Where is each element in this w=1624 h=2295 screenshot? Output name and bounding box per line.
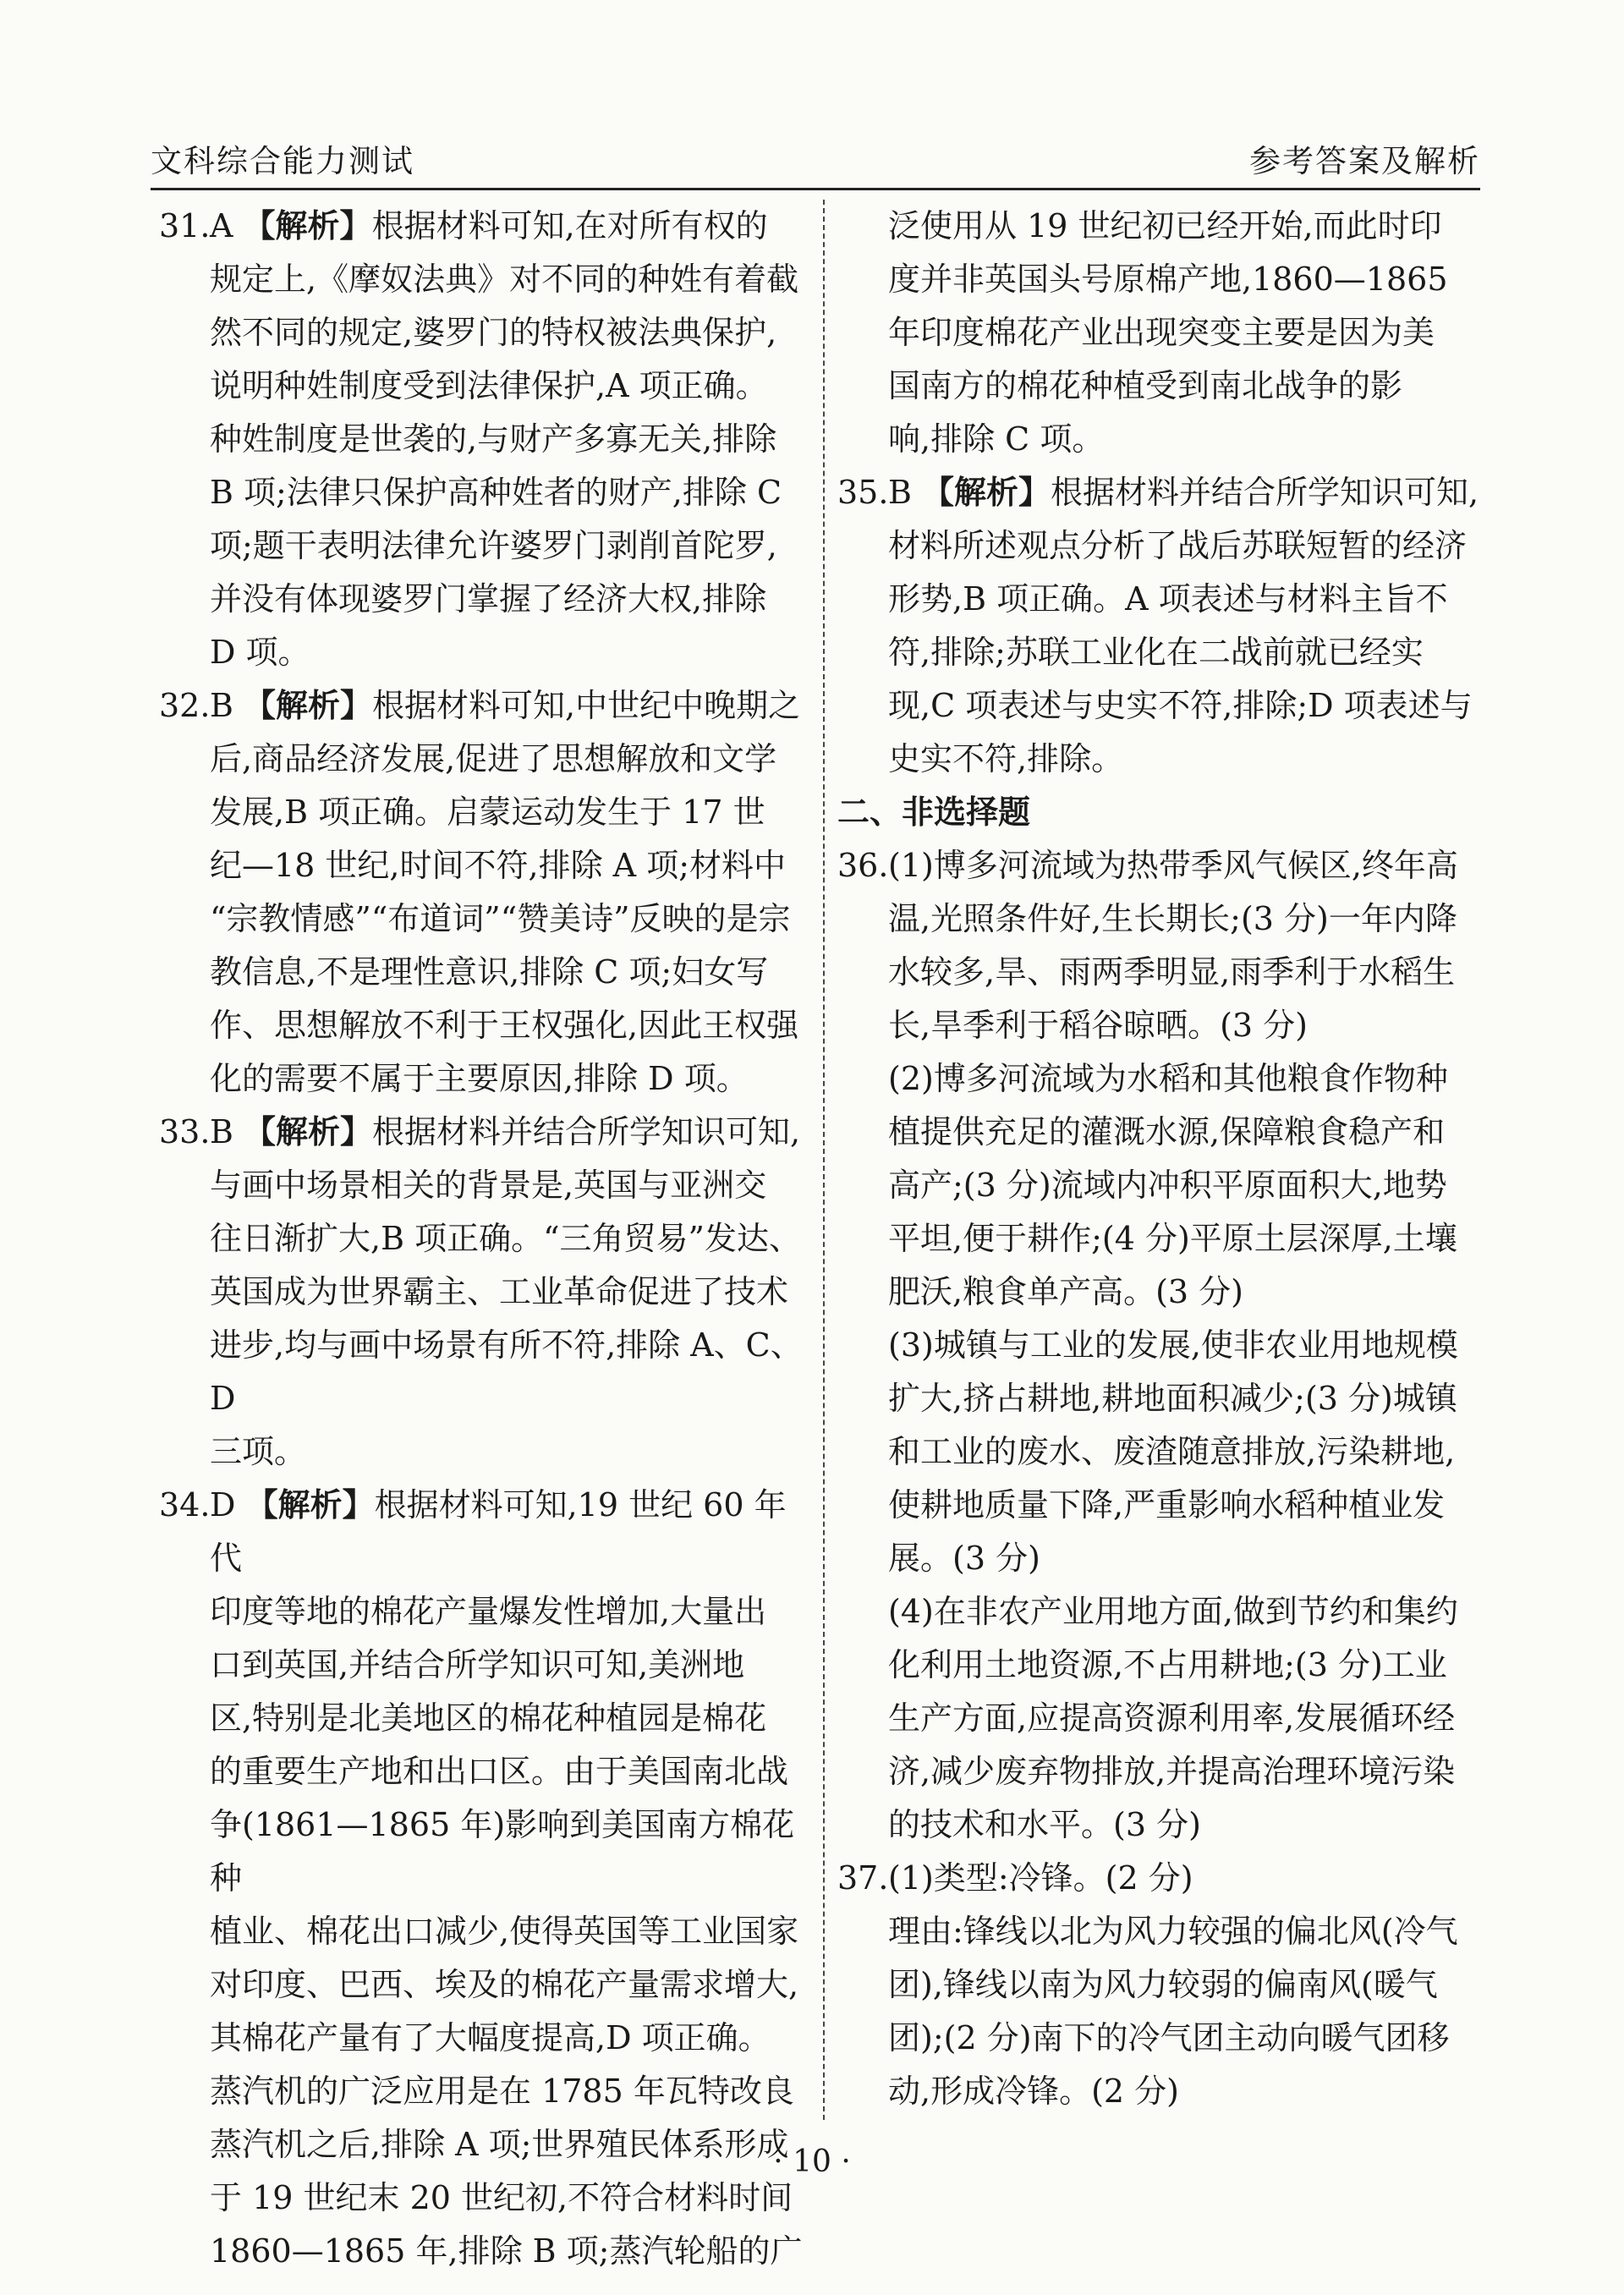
text-line: 扩大,挤占耕地,耕地面积减少;(3 分)城镇: [888, 1380, 1457, 1417]
analysis-tag: 【解析】: [244, 1113, 373, 1150]
text-line: 化利用土地资源,不占用耕地;(3 分)工业: [888, 1646, 1447, 1683]
item-number: 36.: [837, 847, 889, 884]
answer-choice: B: [210, 1113, 233, 1150]
text-line: 响,排除 C 项。: [888, 420, 1105, 458]
text-line: 蒸汽机的广泛应用是在 1785 年瓦特改良: [210, 2073, 794, 2110]
text-line: 根据材料并结合所学知识可知,: [1051, 474, 1479, 511]
text-line: 动,形成冷锋。(2 分): [888, 2073, 1179, 2110]
text-line: (2)博多河流域为水稻和其他粮食作物种: [888, 1060, 1448, 1097]
text-line: 教信息,不是理性意识,排除 C 项;妇女写: [210, 953, 769, 991]
text-line: 印度等地的棉花产量爆发性增加,大量出: [210, 1593, 767, 1630]
text-line: 展。(3 分): [888, 1540, 1040, 1577]
text-line: 根据材料并结合所学知识可知,: [372, 1113, 801, 1150]
text-line: 进步,均与画中场景有所不符,排除 A、C、D: [210, 1326, 803, 1417]
text-line: 作、思想解放不利于王权强化,因此王权强: [210, 1007, 799, 1044]
text-line: 根据材料可知,19 世纪 60 年代: [210, 1486, 787, 1577]
item-first-line: [888, 466, 1489, 519]
item-number: 32.: [159, 687, 211, 724]
text-line: 和工业的废水、废渣随意排放,污染耕地,: [888, 1433, 1456, 1470]
text-line: 使耕地质量下降,严重影响水稻种植业发: [888, 1486, 1446, 1524]
item-first-line: [210, 679, 810, 733]
analysis-tag: 【解析】: [245, 1486, 375, 1524]
text-line: 国南方的棉花种植受到南北战争的影: [888, 367, 1403, 404]
text-line: 根据材料可知,在对所有权的: [371, 207, 768, 244]
analysis-tag: 【解析】: [922, 474, 1051, 511]
text-line: B 项;法律只保护高种姓者的财产,排除 C: [210, 474, 782, 511]
text-line: 发展,B 项正确。启蒙运动发生于 17 世: [210, 793, 765, 831]
answer-item-33: [159, 1106, 810, 1479]
text-line: 根据材料可知,中世纪中晚期之: [372, 687, 801, 724]
text-line: 生产方面,应提高资源利用率,发展循环经: [888, 1699, 1456, 1737]
section-title: 二、非选择题: [837, 793, 1031, 831]
answer-item-37: [837, 1852, 1489, 2118]
section-heading: [837, 786, 1489, 839]
page-header: [151, 144, 1480, 190]
text-line: 理由:锋线以北为风力较强的偏北风(冷气: [888, 1913, 1458, 1950]
text-line: (3)城镇与工业的发展,使非农业用地规模: [888, 1326, 1458, 1364]
text-line: 项;题干表明法律允许婆罗门剥削首陀罗,: [210, 527, 777, 564]
text-line: 纪—18 世纪,时间不符,排除 A 项;材料中: [210, 847, 786, 884]
item-first-line: [210, 1106, 810, 1159]
text-line: 肥沃,粮食单产高。(3 分): [888, 1273, 1243, 1310]
text-line: 年印度棉花产业出现突变主要是因为美: [888, 314, 1435, 351]
text-line: 化的需要不属于主要原因,排除 D 项。: [210, 1060, 749, 1097]
text-line: “宗教情感”“布道词”“赞美诗”反映的是宗: [210, 900, 791, 937]
text-line: 长,旱季利于稻谷晾晒。(3 分): [888, 1007, 1308, 1044]
item-first-line: [210, 1479, 810, 1585]
text-line: 后,商品经济发展,促进了思想解放和文学: [210, 740, 777, 777]
text-line: 济,减少废弃物排放,并提高治理环境污染: [888, 1753, 1456, 1790]
text-line: 往日渐扩大,B 项正确。“三角贸易”发达、: [210, 1220, 801, 1257]
text-line: 争(1861—1865 年)影响到美国南方棉花种: [210, 1806, 795, 1897]
column-divider: [823, 200, 825, 2120]
answer-item-35: [837, 466, 1489, 786]
text-line: 对印度、巴西、埃及的棉花产量需求增大,: [210, 1966, 799, 2003]
answer-item-36: [837, 839, 1489, 1852]
page-number: · 10 ·: [773, 2144, 851, 2179]
text-line: 平坦,便于耕作;(4 分)平原土层深厚,土壤: [888, 1220, 1457, 1257]
text-line: 团),锋线以南为风力较弱的偏南风(暖气: [888, 1966, 1438, 2003]
analysis-tag: 【解析】: [243, 207, 372, 244]
text-line: 的技术和水平。(3 分): [888, 1806, 1201, 1843]
answer-choice: B: [210, 687, 233, 724]
text-line: 温,光照条件好,生长期长;(3 分)一年内降: [888, 900, 1457, 937]
text-line: (1)博多河流域为热带季风气候区,终年高: [888, 847, 1458, 884]
item-first-line: [210, 200, 810, 253]
text-line: 泛使用从 19 世纪初已经开始,而此时印: [888, 207, 1442, 244]
text-line: 植提供充足的灌溉水源,保障粮食稳产和: [888, 1113, 1446, 1150]
item-number: 31.: [159, 207, 211, 244]
text-line: 其棉花产量有了大幅度提高,D 项正确。: [210, 2019, 771, 2056]
text-line: 于 19 世纪末 20 世纪初,不符合材料时间: [210, 2179, 793, 2216]
text-line: 的重要生产地和出口区。由于美国南北战: [210, 1753, 789, 1790]
answer-choice: A: [210, 207, 233, 244]
text-line: 区,特别是北美地区的棉花种植园是棉花: [210, 1699, 767, 1737]
item-number: 33.: [159, 1113, 211, 1150]
answer-item-34-continued: [837, 200, 1489, 466]
text-line: 规定上,《摩奴法典》对不同的种姓有着截: [210, 261, 799, 298]
text-line: 英国成为世界霸主、工业革命促进了技术: [210, 1273, 789, 1310]
answer-item-32: [159, 679, 810, 1106]
left-column: [159, 200, 810, 2278]
item-number: 34.: [159, 1486, 211, 1524]
header-subject-title: 文科综合能力测试: [151, 143, 414, 179]
text-line: 三项。: [210, 1433, 307, 1470]
text-line: 形势,B 项正确。A 项表述与材料主旨不: [888, 580, 1448, 618]
item-number: 37.: [837, 1859, 889, 1897]
right-column: [837, 200, 1489, 2118]
text-line: 蒸汽机之后,排除 A 项;世界殖民体系形成: [210, 2126, 789, 2163]
text-line: 1860—1865 年,排除 B 项;蒸汽轮船的广: [210, 2232, 803, 2270]
answer-choice: D: [210, 1486, 236, 1524]
answer-item-31: [159, 200, 810, 679]
text-line: D 项。: [210, 634, 310, 671]
text-line: 水较多,旱、雨两季明显,雨季利于水稻生: [888, 953, 1456, 991]
text-line: 口到英国,并结合所学知识可知,美洲地: [210, 1646, 745, 1683]
text-line: 团);(2 分)南下的冷气团主动向暖气团移: [888, 2019, 1450, 2056]
text-line: 史实不符,排除。: [888, 740, 1124, 777]
answer-choice: B: [888, 474, 912, 511]
header-section-title: 参考答案及解析: [1249, 143, 1480, 179]
text-line: 高产;(3 分)流域内冲积平原面积大,地势: [888, 1167, 1447, 1204]
text-line: (1)类型:冷锋。(2 分): [888, 1859, 1193, 1897]
text-line: 植业、棉花出口减少,使得英国等工业国家: [210, 1913, 799, 1950]
analysis-tag: 【解析】: [244, 687, 373, 724]
text-line: 说明种姓制度受到法律保护,A 项正确。: [210, 367, 768, 404]
text-line: (4)在非农产业用地方面,做到节约和集约: [888, 1593, 1458, 1630]
text-line: 符,排除;苏联工业化在二战前就已经实: [888, 634, 1424, 671]
text-line: 现,C 项表述与史实不符,排除;D 项表述与: [888, 687, 1473, 724]
text-line: 与画中场景相关的背景是,英国与亚洲交: [210, 1167, 767, 1204]
text-line: 种姓制度是世袭的,与财产多寡无关,排除: [210, 420, 777, 458]
text-line: 度并非英国头号原棉产地,1860—1865: [888, 261, 1448, 298]
text-line: 然不同的规定,婆罗门的特权被法典保护,: [210, 314, 777, 351]
item-number: 35.: [837, 474, 889, 511]
text-line: 并没有体现婆罗门掌握了经济大权,排除: [210, 580, 767, 618]
text-line: 材料所述观点分析了战后苏联短暂的经济: [888, 527, 1468, 564]
